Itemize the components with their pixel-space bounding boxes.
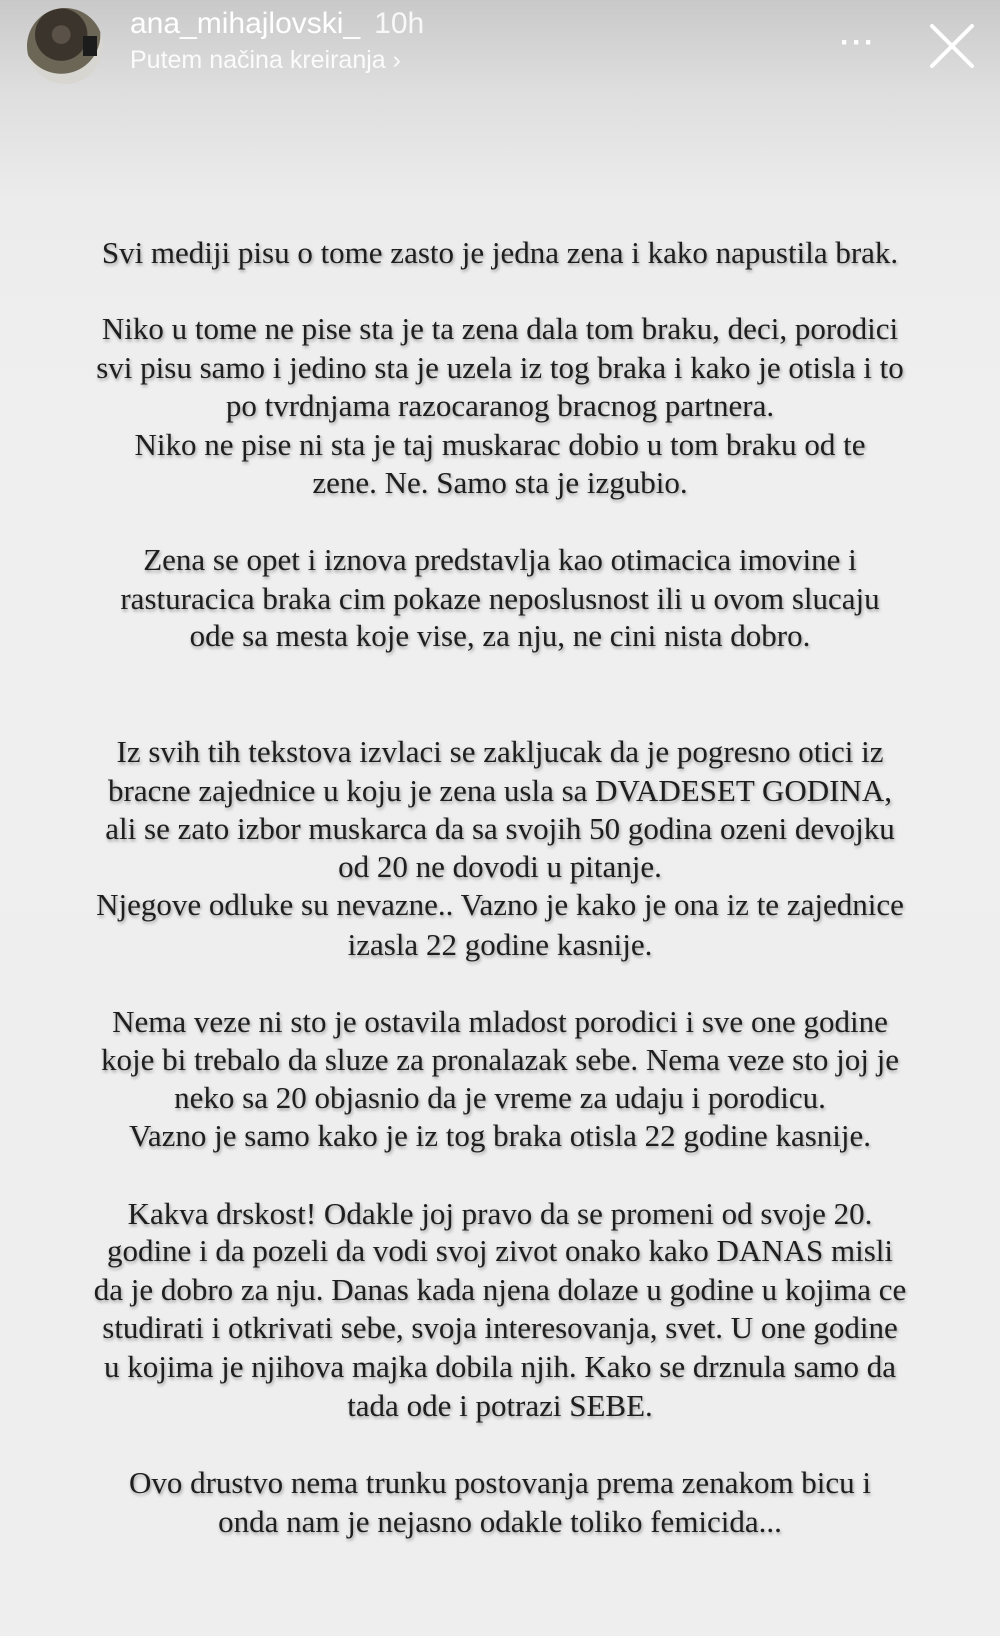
story-text-line: bracne zajednice u koju je zena usla sa DVADESET GODINA, [108, 773, 892, 808]
story-text-line: svi pisu samo i jedino sta je uzela iz tog braka i kako je otisla i to [96, 350, 904, 385]
story-text-line: Njegove odluke su nevazne.. Vazno je kako je ona iz te zajednice [96, 887, 904, 922]
story-text-line: od 20 ne dovodi u pitanje. [338, 849, 662, 884]
story-text-line: ali se zato izbor muskarca da sa svojih 50 godina ozeni devojku [105, 811, 895, 846]
creation-method-link[interactable]: Putem načina kreiranja › [130, 46, 401, 74]
story-text-line: Niko u tome ne pise sta je ta zena dala tom braku, deci, porodici [101, 311, 899, 346]
story-text-line: Vazno je samo kako je iz tog braka otisla 22 godine kasnije. [128, 1118, 872, 1153]
story-text-line: Kakva drskost! Odakle joj pravo da se promeni od svoje 20. [127, 1196, 873, 1231]
story-text-line: studirati i otkrivati sebe, svoja interesovanja, svet. U one godine [102, 1310, 898, 1345]
story-text-line: po tvrdnjama razocaranog bracnog partnera. [225, 388, 775, 423]
username-row [130, 7, 424, 41]
story-text-line: ode sa mesta koje vise, za nju, ne cini nista dobro. [189, 618, 811, 653]
story-text-line: koje bi trebalo da sluze za pronalazak sebe. Nema veze sto joj je [101, 1042, 899, 1077]
close-icon[interactable] [928, 22, 976, 70]
story-text-line: rasturacica braka cim pokaze neposlusnost ili u ovom slucaju [120, 581, 880, 616]
post-time: 10h [374, 7, 425, 40]
story-text-line: da je dobro za nju. Danas kada njena dolaze u godine u kojima ce [93, 1272, 907, 1307]
story-text-line: Zena se opet i iznova predstavlja kao otimacica imovine i [143, 542, 857, 577]
story-text-line: onda nam je nejasno odakle toliko femicida... [218, 1504, 782, 1539]
story-text-line: izasla 22 godine kasnije. [347, 927, 653, 962]
avatar[interactable] [27, 8, 103, 84]
story-text-line: Svi mediji pisu o tome zasto je jedna zena i kako napustila brak. [101, 235, 899, 270]
story-text-line: Iz svih tih tekstova izvlaci se zakljucak da je pogresno otici iz [116, 734, 884, 769]
story-text-line: godine i da pozeli da vodi svoj zivot onako kako DANAS misli [106, 1233, 894, 1268]
more-options-icon[interactable]: ··· [840, 26, 876, 59]
story-text-line: Nema veze ni sto je ostavila mladost porodici i sve one godine [112, 1004, 888, 1039]
username[interactable]: ana_mihajlovski_ [130, 7, 361, 40]
story-text-line: neko sa 20 objasnio da je vreme za udaju i porodicu. [174, 1080, 826, 1115]
story-text-line: u kojima je njihova majka dobila njih. Kako se drznula samo da [103, 1349, 897, 1384]
story-text-line: Niko ne pise ni sta je taj muskarac dobio u tom braku od te [134, 427, 866, 462]
story-header [0, 0, 1000, 100]
story-text-line: zene. Ne. Samo sta je izgubio. [312, 465, 688, 500]
story-text-line: tada ode i potrazi SEBE. [347, 1388, 653, 1423]
avatar-photo-detail [83, 36, 97, 56]
story-text-line: Ovo drustvo nema trunku postovanja prema zenakom bicu i [128, 1465, 872, 1500]
